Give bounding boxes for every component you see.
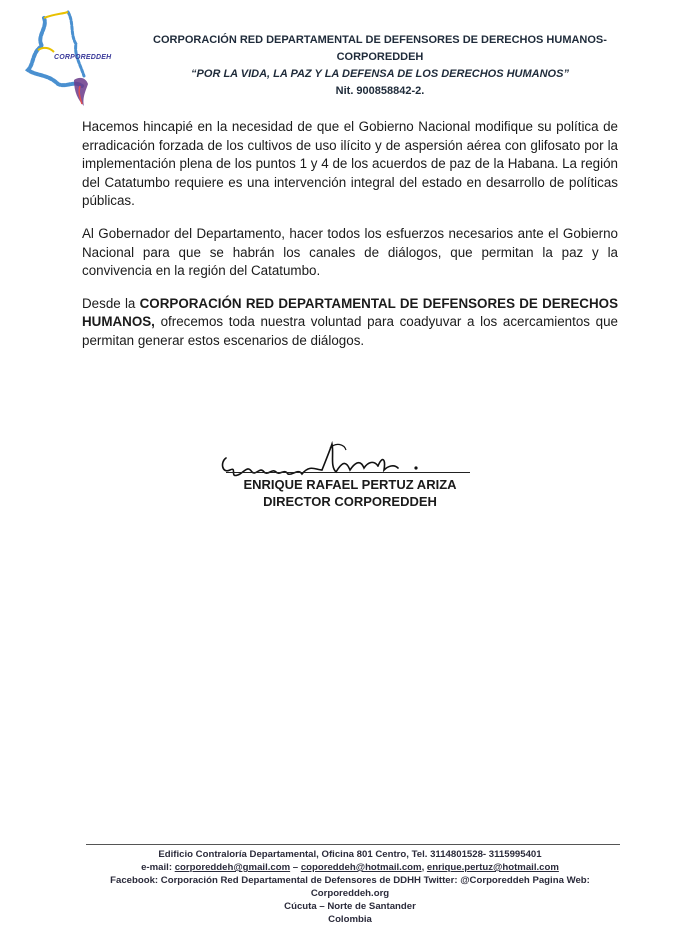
footer-emails [70,861,630,874]
paragraph-3-suffix: ofrecemos toda nuestra voluntad para coadyuvar a los acercamientos que permitan generar estos escenarios de diálogos. [82,314,618,348]
paragraph-3-org: CORPORACIÓN RED DEPARTAMENTAL DE DEFENSORES DE DERECHOS HUMANOS, [82,295,618,330]
footer-website[interactable]: Corporeddeh.org [310,888,390,899]
motto: “POR LA VIDA, LA PAZ Y LA DEFENSA DE LOS DERECHOS HUMANOS” [191,68,569,80]
logo-text: CORPOREDDEH [54,54,112,61]
paragraph-1: Hacemos hincapié en la necesidad de que el Gobierno Nacional modifique su política de erradicación forzada de los cultivos de uso ilícito y de aspersión aérea con glifosato por la implementación plena de los puntos 1 y 4 de los acuerdos de paz de la Habana. La región del Catatumbo requiere es una intervención integral del estado en desarrollo de políticas públicas. [82,119,618,209]
email-link-gmail[interactable]: corporeddeh@gmail.com [174,862,291,873]
paragraph-2: Al Gobernador del Departamento, hacer todos los esfuerzos necesarios ante el Gobierno Nacional para que se habrán los canales de diálogos, que permitan la paz y la convivencia en la región del Catatumbo. [82,225,618,279]
email-separator: – [290,862,301,873]
footer-country: Colombia [328,914,372,925]
email-label: e-mail: [141,862,175,873]
footer-divider [86,844,620,845]
org-acronym: CORPOREDDEH [336,51,424,63]
footer [70,848,630,926]
signer-name: ENRIQUE RAFAEL PERTUZ ARIZA [243,477,457,492]
email-separator-2: , [421,862,427,873]
nit-number: Nit. 900858842-2. [335,85,425,97]
email-link-hotmail[interactable]: coporeddeh@hotmail.com [300,862,422,873]
letterhead [100,32,660,100]
signature-line [226,472,470,473]
email-link-director[interactable]: enrique.pertuz@hotmail.com [426,862,559,873]
paragraph-3-prefix: Desde la [82,295,140,311]
letter-body [82,118,618,365]
footer-city: Cúcuta – Norte de Santander [284,901,416,912]
paragraph-3 [82,295,618,351]
signer-block [200,476,500,510]
footer-social: Facebook: Corporación Red Departamental de Defensores de DDHH Twitter: @Corporeddeh Pagina Web: [110,875,590,886]
footer-address: Edificio Contraloría Departamental, Oficina 801 Centro, Tel. 3114801528- 3115995401 [158,849,542,860]
org-name: CORPORACIÓN RED DEPARTAMENTAL DE DEFENSORES DE DERECHOS HUMANOS- [153,34,607,46]
signer-title: DIRECTOR CORPOREDDEH [263,494,437,509]
